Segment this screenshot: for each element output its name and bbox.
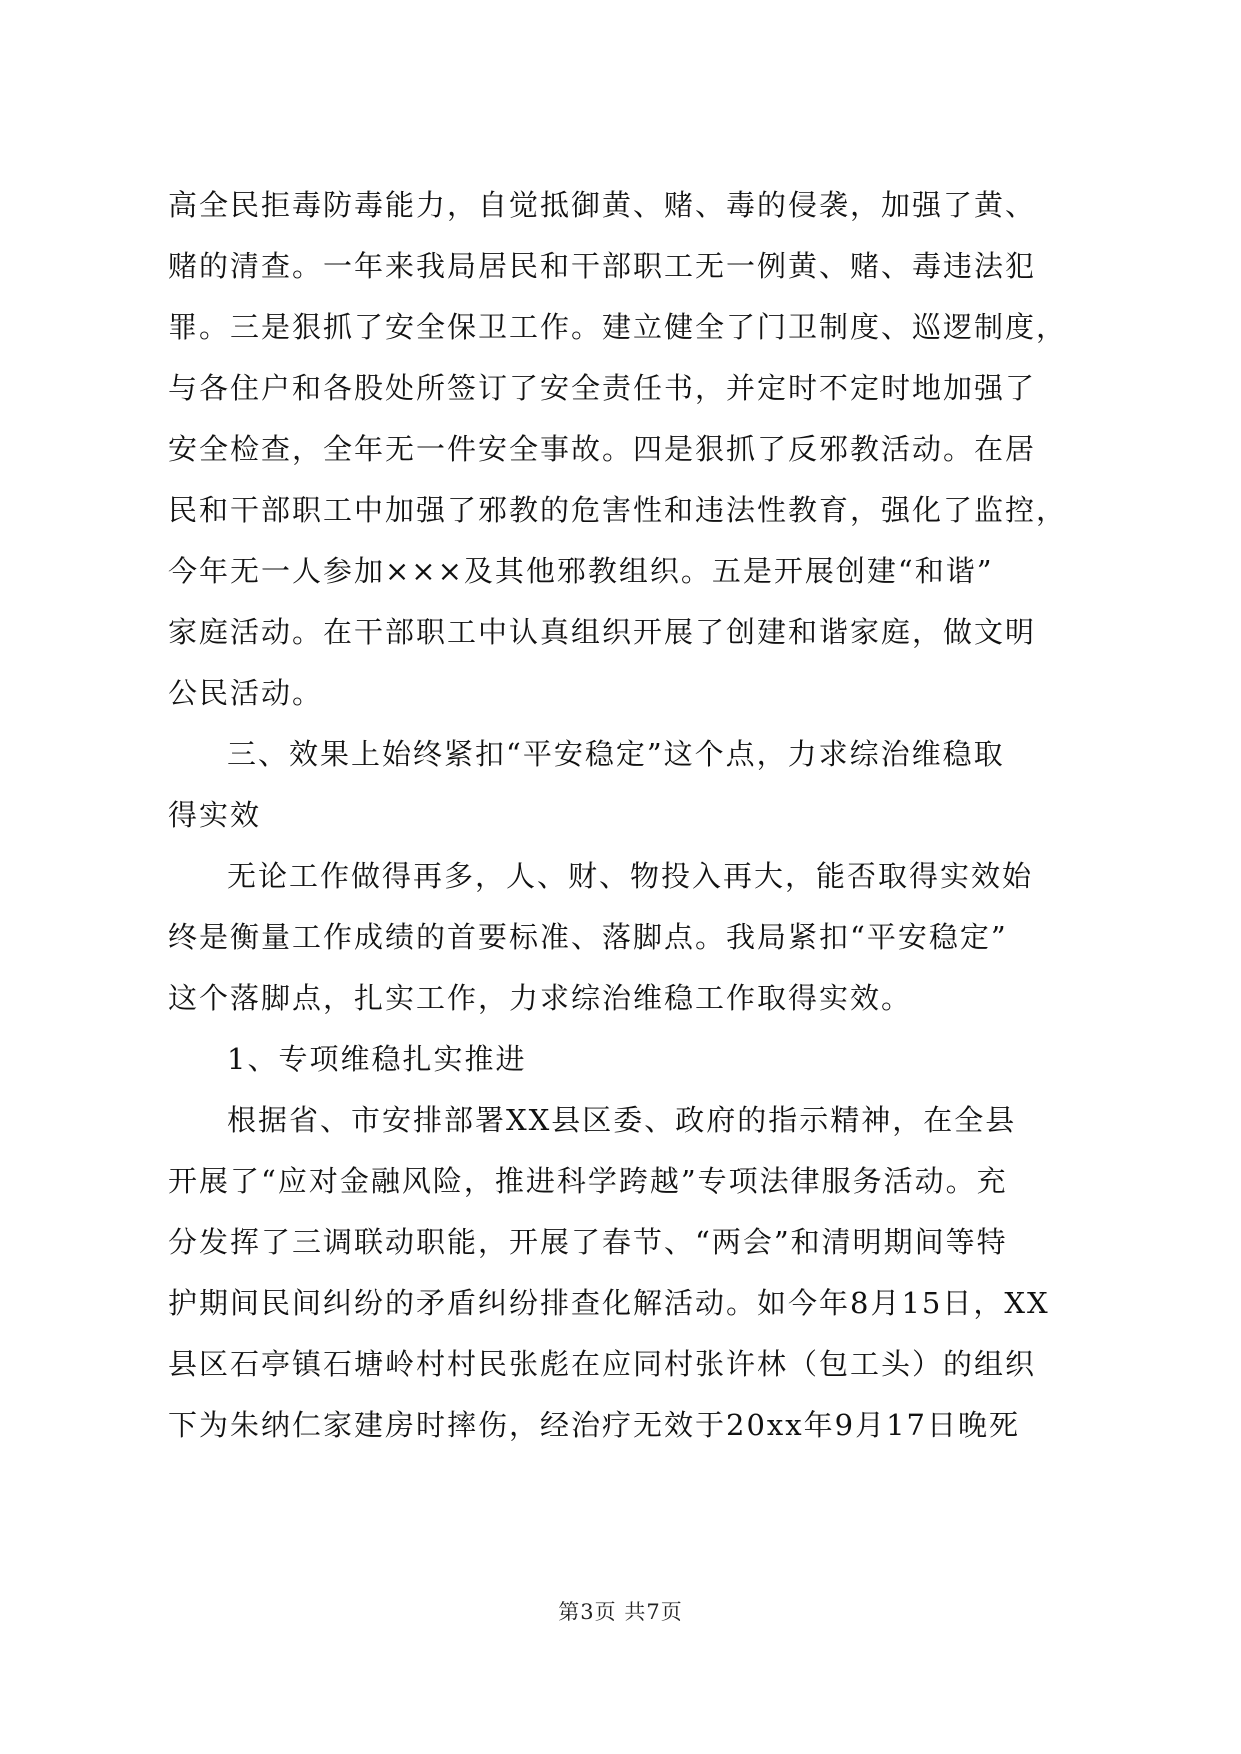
- section-heading: 三、效果上始终紧扣“平安稳定”这个点，力求综治维稳取: [227, 737, 1005, 771]
- text-line: 家庭活动。在干部职工中认真组织开展了创建和谐家庭，做文明: [168, 615, 1037, 649]
- text-line: 安全检查，全年无一件安全事故。四是狠抓了反邪教活动。在居: [168, 432, 1037, 466]
- text-line: 根据省、市安排部署XX县区委、政府的指示精神，在全县: [227, 1103, 1017, 1137]
- text-line: 分发挥了三调联动职能，开展了春节、“两会”和清明期间等特: [168, 1225, 1008, 1259]
- text-line: 赌的清查。一年来我局居民和干部职工无一例黄、赌、毒违法犯: [168, 249, 1037, 283]
- text-line: 这个落脚点，扎实工作，力求综治维稳工作取得实效。: [168, 981, 913, 1015]
- text-line: 开展了“应对金融风险，推进科学跨越”专项法律服务活动。充: [168, 1164, 1008, 1198]
- text-line: 终是衡量工作成绩的首要标准、落脚点。我局紧扣“平安稳定”: [168, 920, 1008, 954]
- text-line: 下为朱纳仁家建房时摔伤，经治疗无效于20xx年9月17日晚死: [168, 1408, 1020, 1442]
- text-line: 与各住户和各股处所签订了安全责任书，并定时不定时地加强了: [168, 371, 1037, 405]
- text-line: 无论工作做得再多，人、财、物投入再大，能否取得实效始: [227, 859, 1034, 893]
- text-line: 今年无一人参加×××及其他邪教组织。五是开展创建“和谐”: [168, 554, 994, 588]
- section-heading-continued: 得实效: [168, 798, 262, 832]
- text-line: 县区石亭镇石塘岭村村民张彪在应同村张许林（包工头）的组织: [168, 1347, 1037, 1381]
- text-line: 公民活动。: [168, 676, 324, 710]
- subsection-heading: 1、专项维稳扎实推进: [227, 1042, 527, 1076]
- page-number-footer: 第3页 共7页: [558, 1600, 683, 1624]
- text-line: 护期间民间纠纷的矛盾纠纷排查化解活动。如今年8月15日，XX: [168, 1286, 1050, 1320]
- document-body: [168, 175, 1088, 1456]
- text-line: 民和干部职工中加强了邪教的危害性和违法性教育，强化了监控，: [168, 493, 1068, 527]
- text-line: 罪。三是狠抓了安全保卫工作。建立健全了门卫制度、巡逻制度，: [168, 310, 1068, 344]
- text-line: 高全民拒毒防毒能力，自觉抵御黄、赌、毒的侵袭，加强了黄、: [168, 188, 1037, 222]
